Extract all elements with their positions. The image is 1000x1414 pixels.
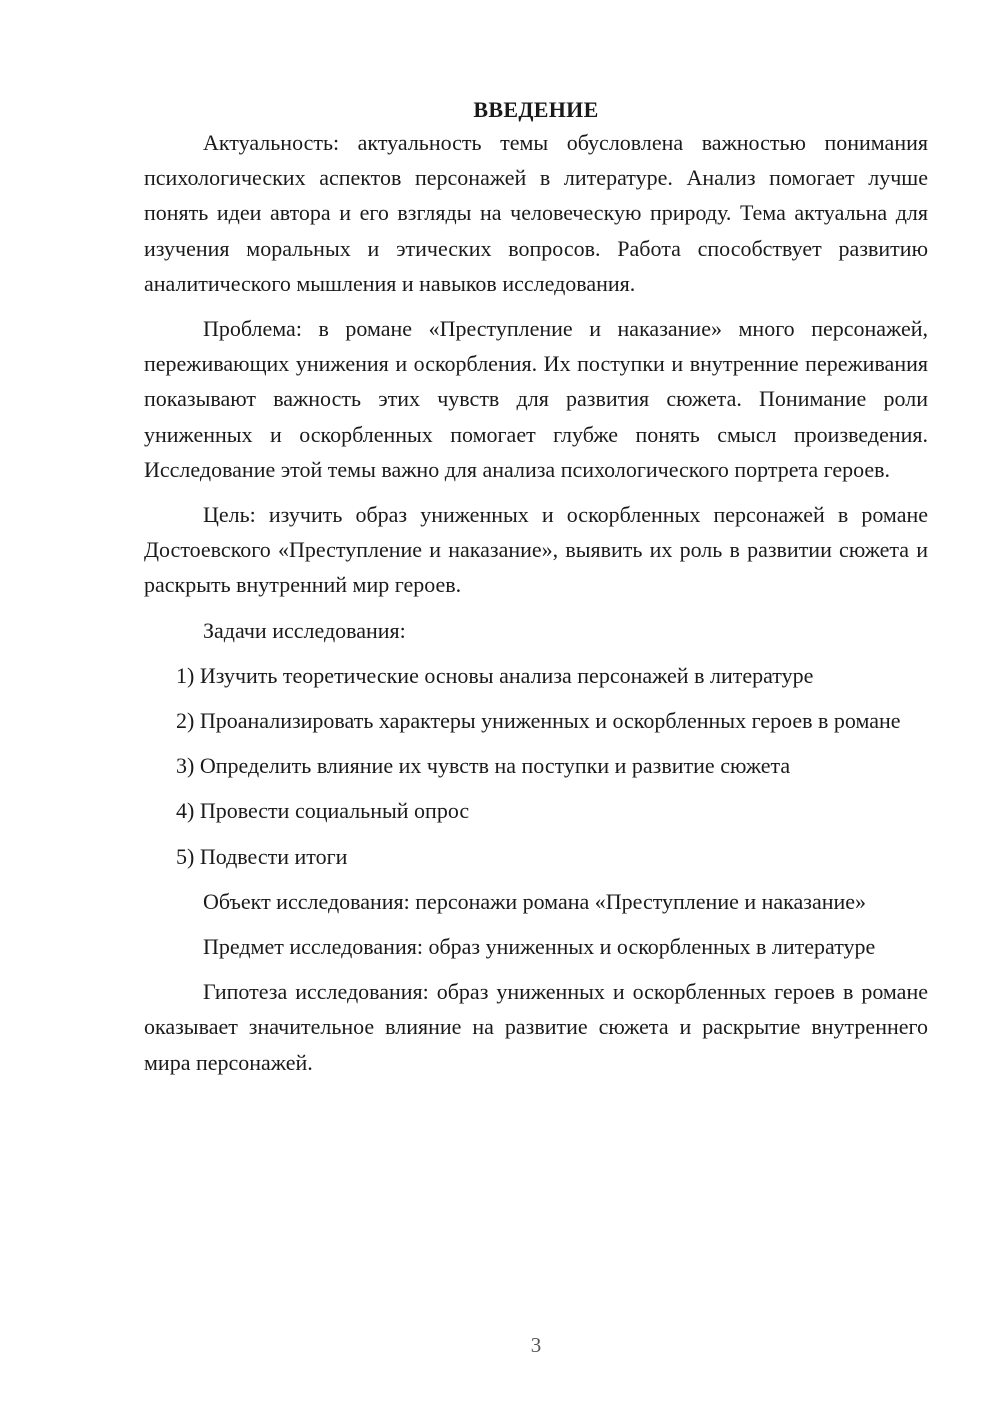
task-item: 4) Провести социальный опрос [176, 798, 470, 824]
goal-paragraph: Цель: изучить образ униженных и оскорбленных персонажей в романе Достоевского «Преступление и наказание», выявить их роль в развитии сюжета и раскрыть внутренний мир героев. [144, 502, 928, 598]
page-number: 3 [530, 1333, 542, 1357]
hypothesis-paragraph: Гипотеза исследования: образ униженных и оскорбленных героев в романе оказывает значительное влияние на развитие сюжета и раскрытие внутреннего мира персонажей. [144, 979, 928, 1075]
subject-paragraph: Предмет исследования: образ униженных и оскорбленных в литературе [203, 934, 876, 960]
relevance-paragraph: Актуальность: актуальность темы обусловлена важностью понимания психологических аспектов персонажей в литературе. Анализ помогает лучше понять идеи автора и его взгляды на человеческую природу. Тема актуальна для изучения моральных и этических вопросов. Работа способствует развитию аналитического мышления и навыков исследования. [144, 130, 928, 296]
tasks-list [144, 658, 928, 874]
page-title: ВВЕДЕНИЕ [473, 97, 599, 122]
object-paragraph: Объект исследования: персонажи романа «Преступление и наказание» [203, 888, 867, 914]
tasks-title: Задачи исследования: [203, 617, 406, 643]
document-page [144, 92, 928, 1090]
task-item: 3) Определить влияние их чувств на поступки и развитие сюжета [176, 753, 791, 779]
problem-paragraph: Проблема: в романе «Преступление и наказание» много персонажей, переживающих унижения и оскорбления. Их поступки и внутренние переживания показывают важность этих чувств для развития сюжета. Понимание роли униженных и оскорбленных помогает глубже понять смысл произведения. Исследование этой темы важно для анализа психологического портрета героев. [144, 316, 928, 482]
task-item: 5) Подвести итоги [176, 843, 348, 869]
task-item: 1) Изучить теоретические основы анализа персонажей в литературе [176, 662, 814, 688]
task-item: 2) Проанализировать характеры униженных и оскорбленных героев в романе [176, 708, 901, 734]
